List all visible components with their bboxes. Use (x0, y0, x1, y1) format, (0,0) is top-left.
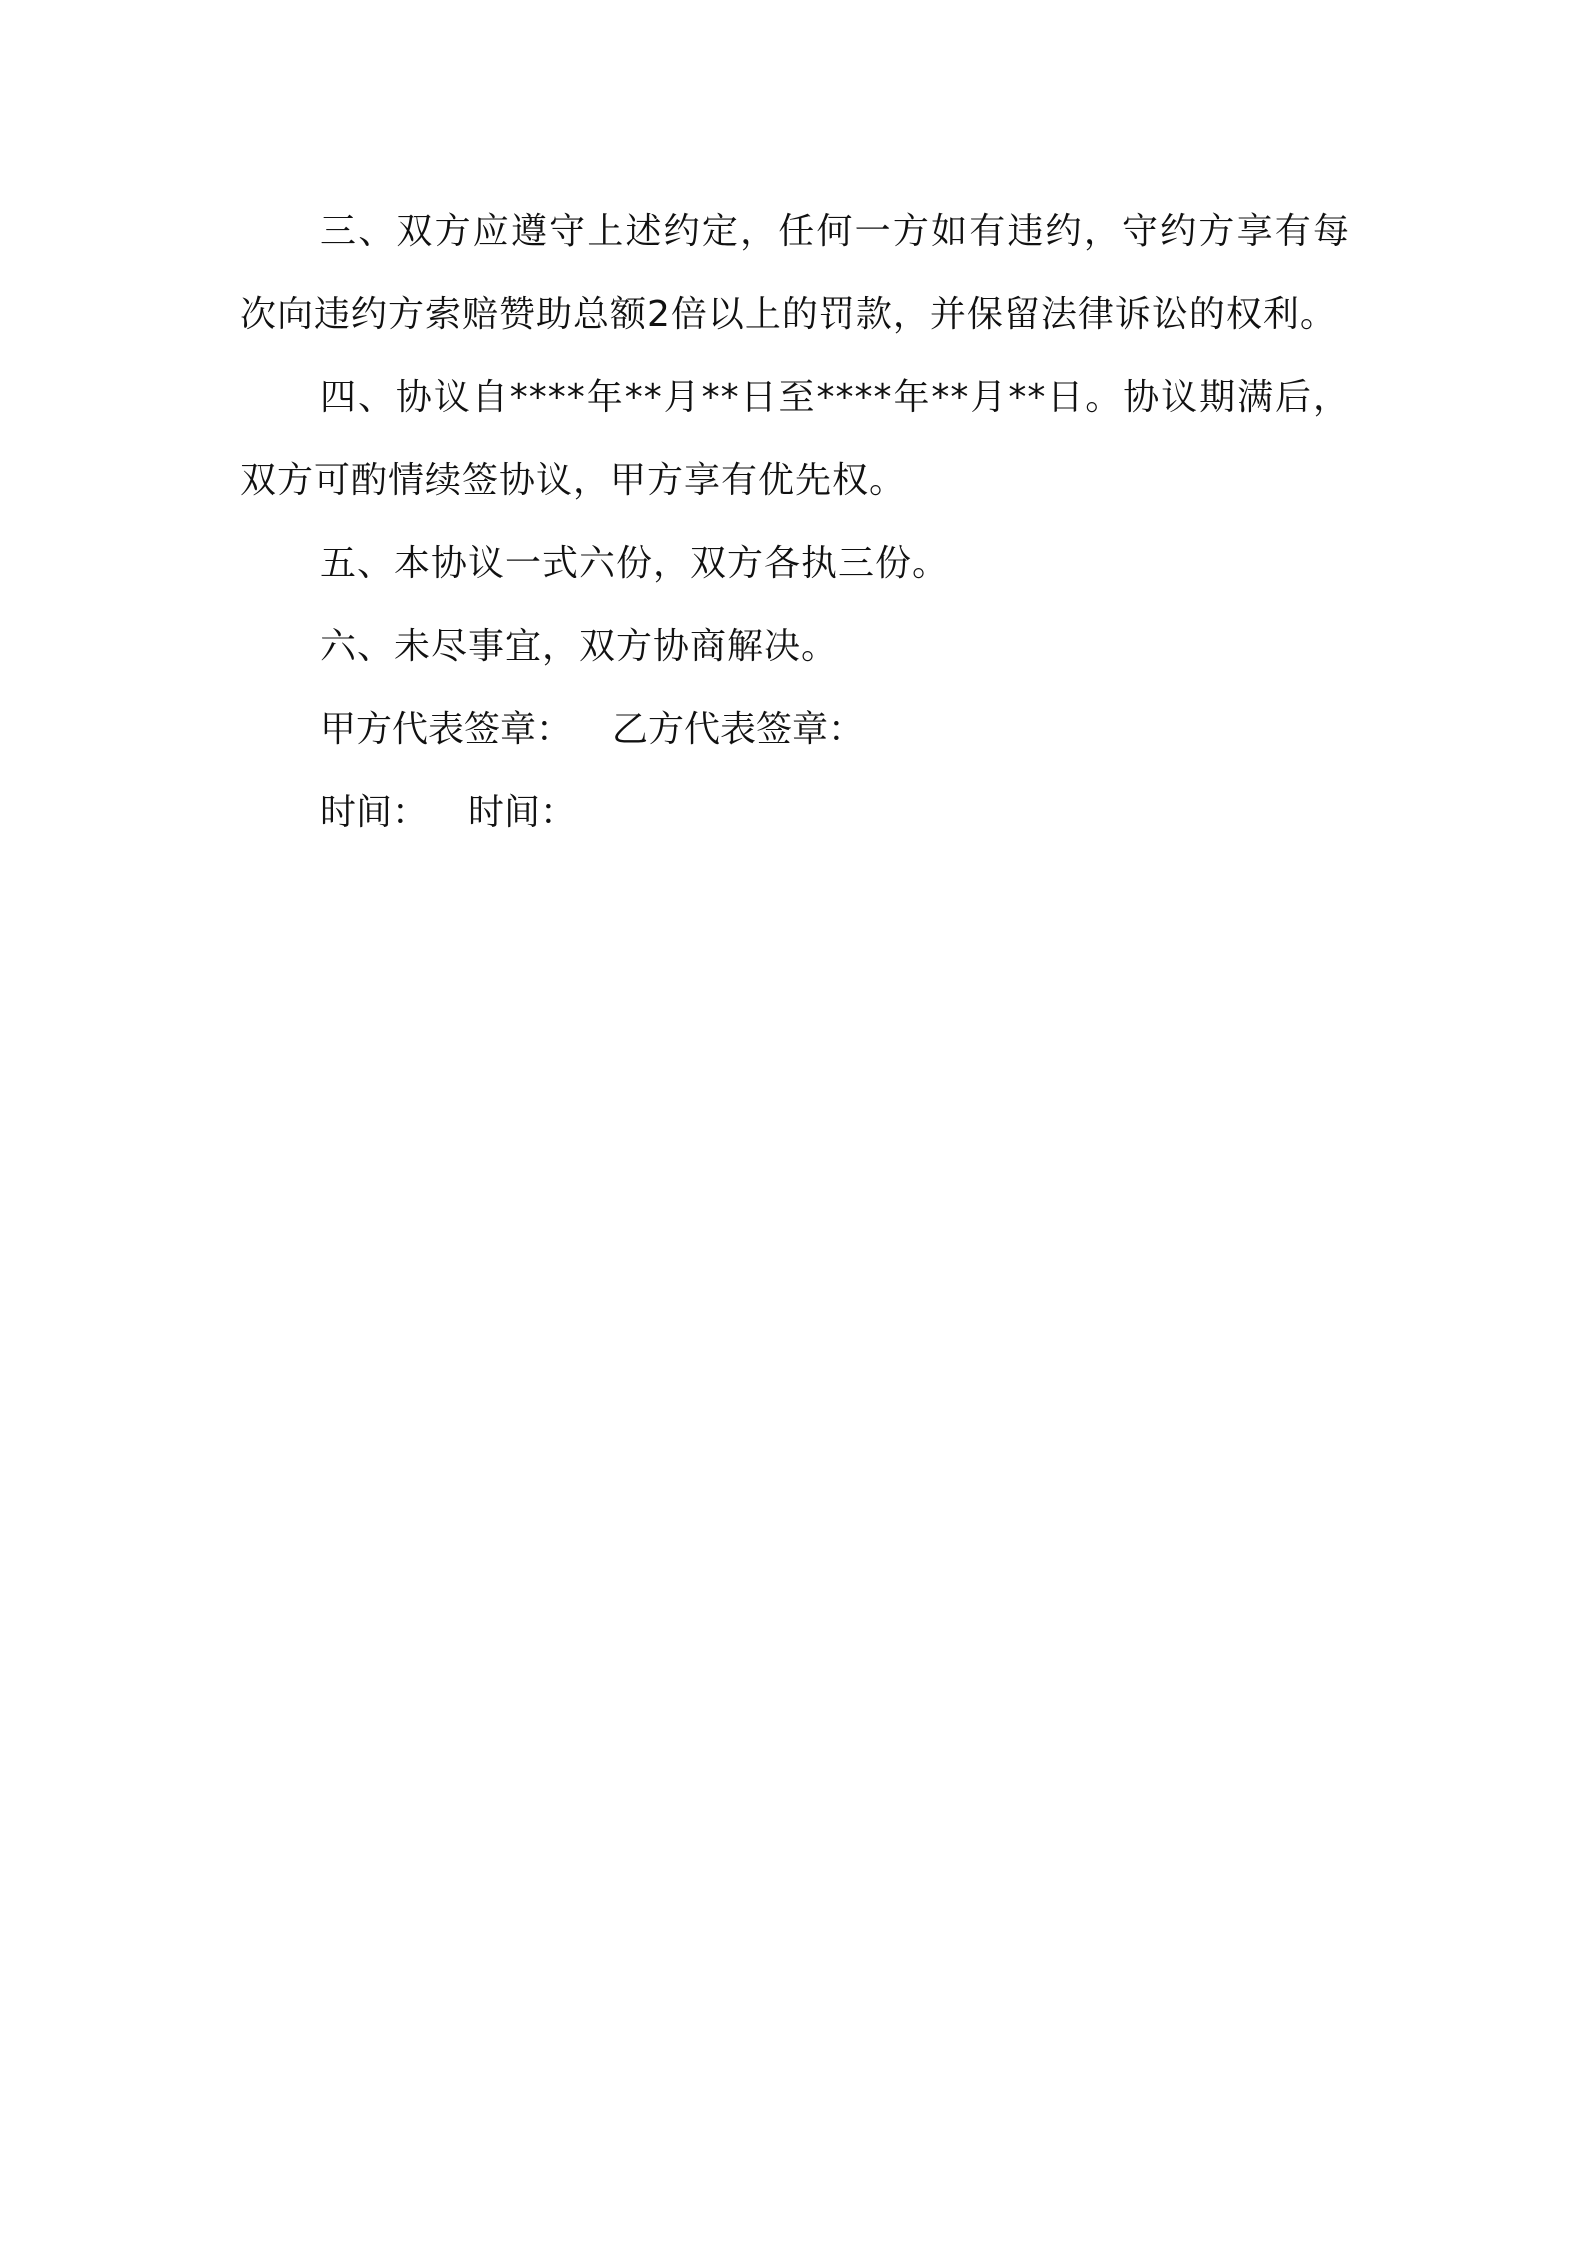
clause-6: 六、未尽事宜，双方协商解决。 (320, 626, 839, 667)
clause-3: 三、双方应遵守上述约定，任何一方如有违约，守约方享有每次向违约方索赔赞助总额2倍以上的罚款，并保留法律诉讼的权利。 (240, 211, 1350, 335)
date-row (240, 771, 1350, 854)
party-a-date-label: 时间： (320, 792, 429, 833)
document-body (240, 190, 1350, 854)
clause-4: 四、协议自****年**月**日至****年**月**日。协议期满后，双方可酌情续签协议，甲方享有优先权。 (240, 377, 1350, 501)
party-b-signature-label: 乙方代表签章： (612, 709, 865, 750)
party-b-date-label: 时间： (468, 792, 577, 833)
signature-row (240, 688, 1350, 771)
party-a-signature-label: 甲方代表签章： (320, 709, 573, 750)
clause-5: 五、本协议一式六份，双方各执三份。 (320, 543, 950, 584)
